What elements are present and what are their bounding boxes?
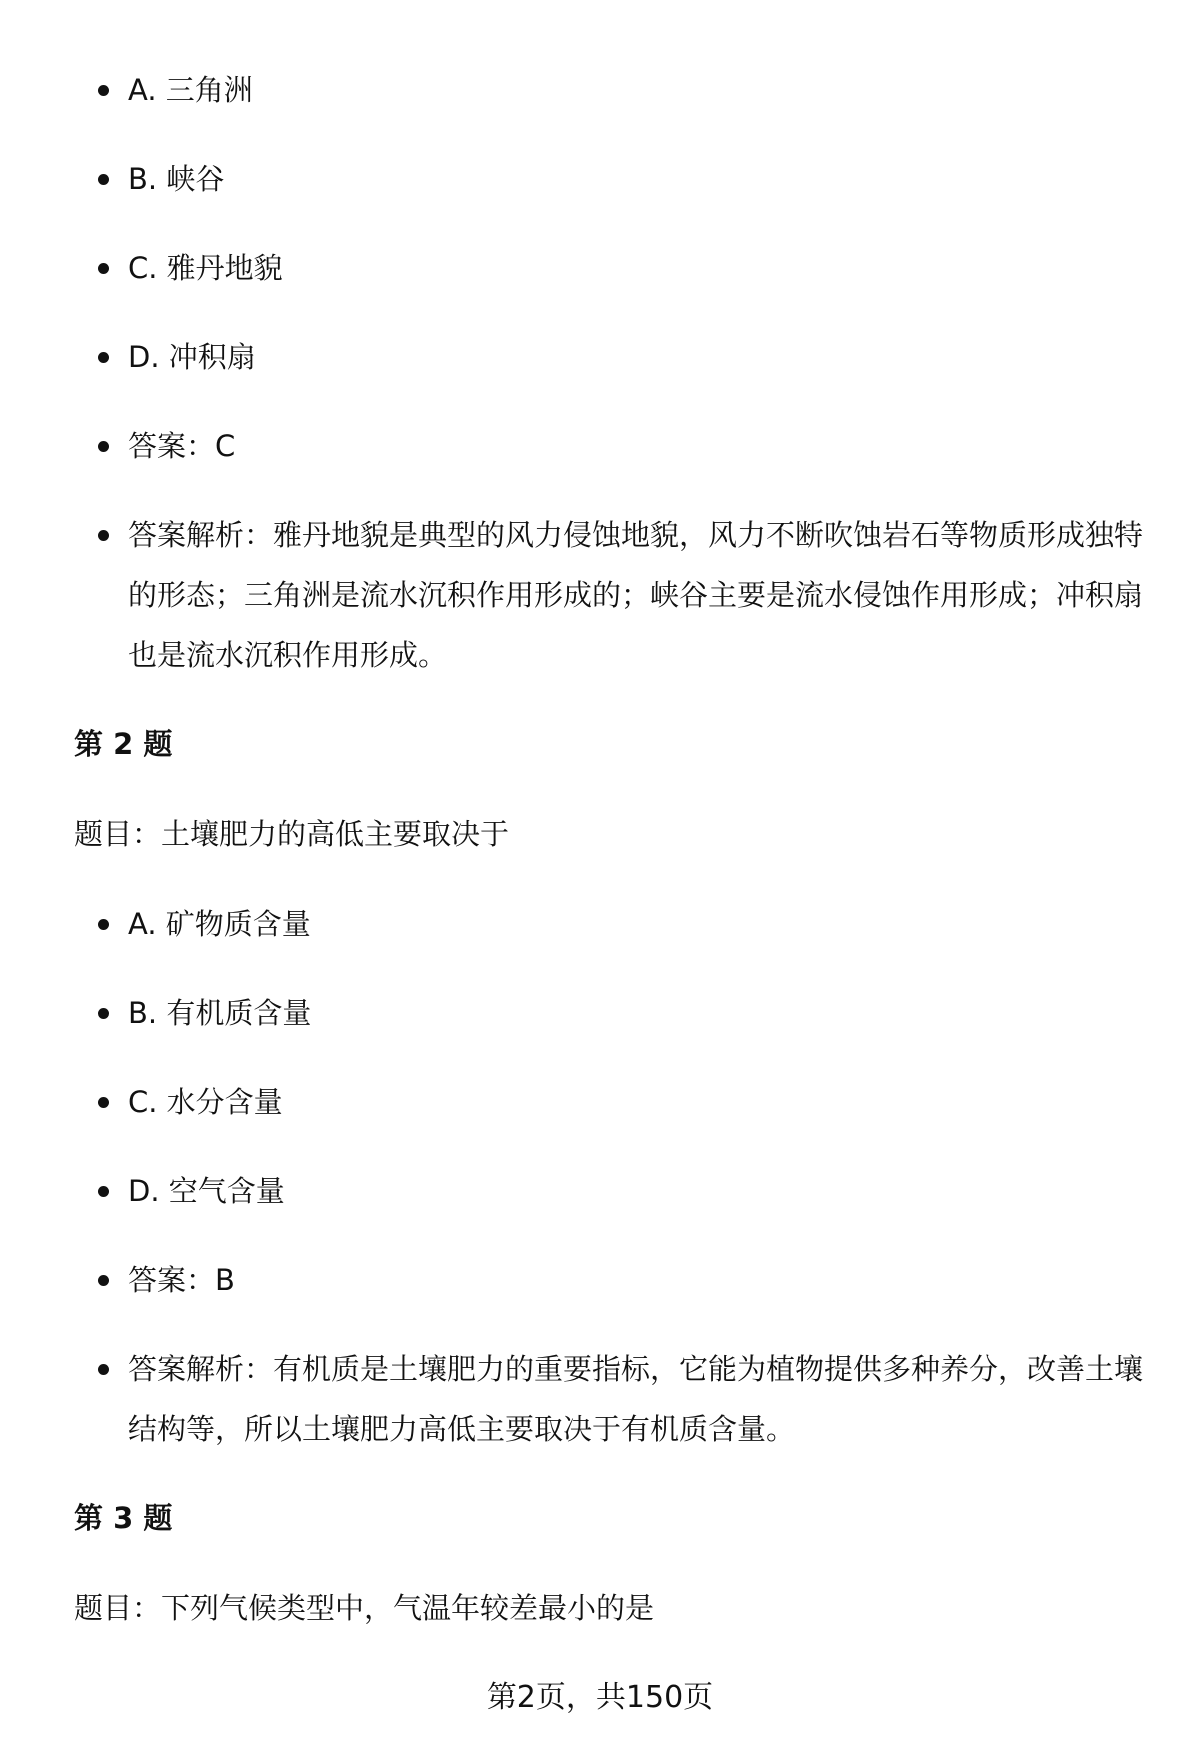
q3-heading: 第 3 题	[74, 1501, 173, 1535]
q2-option-a: A. 矿物质含量	[74, 894, 1144, 954]
q2-option-b: B. 有机质含量	[74, 983, 1144, 1043]
q1-analysis: 答案解析：雅丹地貌是典型的风力侵蚀地貌，风力不断吹蚀岩石等物质形成独特的形态；三角洲是流水沉积作用形成的；峡谷主要是流水侵蚀作用形成；冲积扇也是流水沉积作用形成。	[74, 505, 1144, 685]
q1-option-list	[74, 60, 1144, 714]
q1-option-b: B. 峡谷	[74, 149, 1144, 209]
page-footer: 第2页，共150页	[486, 1680, 714, 1715]
q2-option-c: C. 水分含量	[74, 1072, 1144, 1132]
q2-option-d: D. 空气含量	[74, 1161, 1144, 1221]
q2-question: 题目：土壤肥力的高低主要取决于	[74, 817, 510, 851]
q1-option-a: A. 三角洲	[74, 60, 1144, 120]
q1-option-c: C. 雅丹地貌	[74, 238, 1144, 298]
q1-answer: 答案：C	[74, 416, 1144, 476]
q2-answer: 答案：B	[74, 1250, 1144, 1310]
q2-heading: 第 2 题	[74, 727, 173, 761]
q1-option-d: D. 冲积扇	[74, 327, 1144, 387]
q3-question: 题目：下列气候类型中，气温年较差最小的是	[74, 1591, 655, 1625]
q2-analysis: 答案解析：有机质是土壤肥力的重要指标，它能为植物提供多种养分，改善土壤结构等，所以土壤肥力高低主要取决于有机质含量。	[74, 1339, 1144, 1459]
q2-option-list	[74, 894, 1144, 1488]
